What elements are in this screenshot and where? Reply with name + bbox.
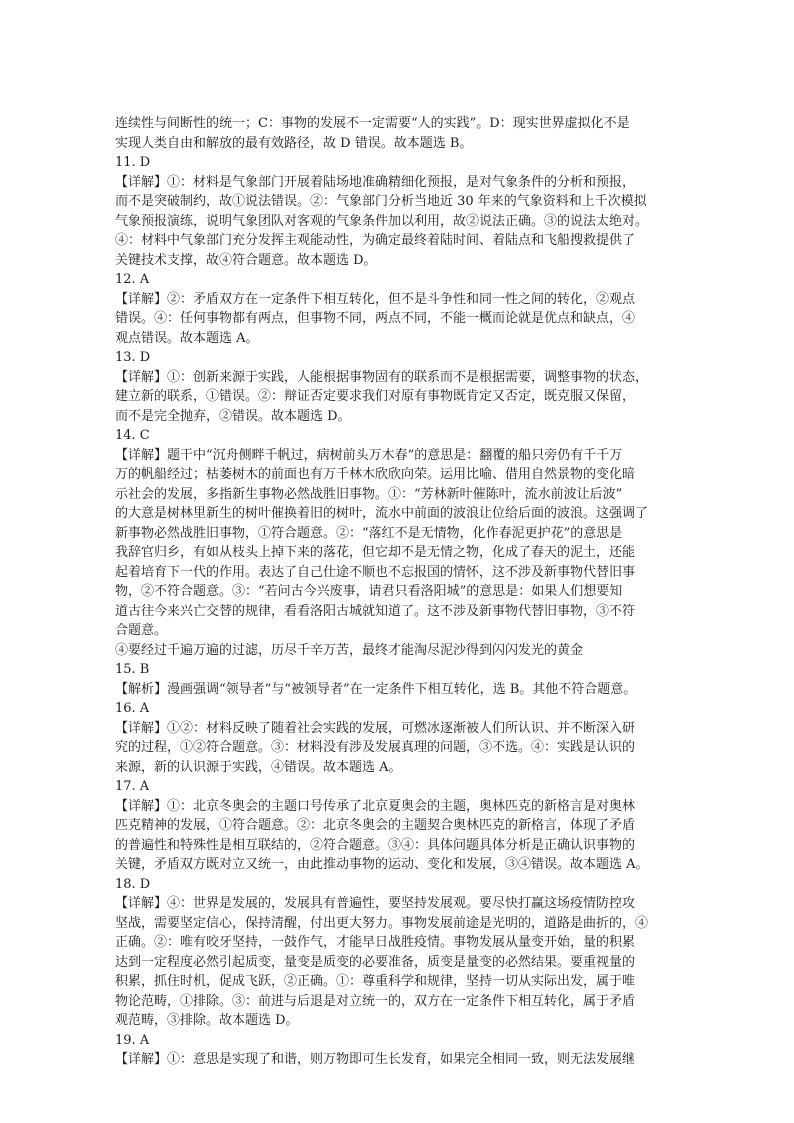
- text-line: 而不是突破制约，故①说法错误。②：气象部门分析当地近 30 年来的气象资料和上千次模拟: [115, 194, 647, 209]
- answer-number-line: 19. A: [115, 1032, 150, 1048]
- text-line: 物论范畴，①排除。③：前进与后退是对立统一的，双方在一定条件下相互转化，属于矛盾: [115, 993, 636, 1009]
- text-line: 我辞官归乡，有如从枝头上掉下来的落花，但它却不是无情之物，化成了春天的泥土，还能: [115, 545, 636, 560]
- text-line: ④要经过千遍万遍的过滤，历尽千辛万苦，最终才能淘尽泥沙得到闪闪发光的黄金: [115, 642, 584, 658]
- answer-number-line: 11. D: [115, 155, 151, 170]
- text-line: 的普遍性和特殊性是相互联结的，②符合题意。③④：具体问题具体分析是正确认识事物的: [115, 837, 636, 853]
- text-line: 关键，矛盾双方既对立又统一，由此推动事物的运动、变化和发展，③④错误。故本题选 A。: [115, 857, 649, 872]
- text-line: 来源，新的认识源于实践，④错误。故本题选 A。: [115, 759, 402, 775]
- text-line: 道古往今来兴亡交替的规律，看看洛阳古城就知道了。这不涉及新事物代替旧事物，③不符: [115, 603, 636, 619]
- text-line: 【详解】①②：材料反映了随着社会实践的发展，可燃冰逐渐被人们所认识、并不断深入研: [115, 720, 636, 736]
- text-line: 建立新的联系，①错误。②：辩证否定要求我们对原有事物既肯定又否定，既克服又保留，: [115, 389, 636, 404]
- text-line: 的大意是树林里新生的树叶催换着旧的树叶，流水中前面的波浪让位给后面的波浪。这强调了: [115, 506, 649, 521]
- text-line: 【详解】题干中“沉舟侧畔千帆过，病树前头万木春”的意思是：翻覆的船只旁仍有千千万: [115, 447, 623, 463]
- text-line: 气象预报演练，说明气象团队对客观的气象条件加以利用，故②说法正确。③的说法太绝对。: [115, 213, 649, 229]
- text-line: 积累，抓住时机，促成飞跃，②正确。①：尊重科学和规律，坚持一切从实际出发，属于唯: [115, 974, 636, 989]
- answer-number-line: 14. C: [115, 428, 150, 443]
- answer-number-line: 15. B: [115, 662, 150, 677]
- answer-number-line: 16. A: [115, 701, 150, 716]
- text-line: 正确。②：唯有咬牙坚持，一鼓作气，才能早日战胜疫情。事物发展从量变开始，量的积累: [115, 935, 636, 950]
- text-line: 坚战，需要坚定信心，保持清醒，付出更大努力。事物发展前途是光明的，道路是曲折的，④: [115, 915, 649, 931]
- text-line: 究的过程，①②符合题意。③：材料没有涉及发展真理的问题，③不选。④：实践是认识的: [115, 740, 636, 755]
- text-line: 新事物必然战胜旧事物，①符合题意。②：“落红不是无情物，化作春泥更护花”的意思是: [115, 525, 623, 541]
- text-line: 【详解】①：意思是实现了和谐，则万物即可生长发育，如果完全相同一致，则无法发展继: [115, 1052, 636, 1067]
- text-line: 连续性与间断性的统一；C：事物的发展不一定需要“人的实践”。D：现实世界虚拟化不是: [115, 116, 630, 131]
- text-line: 万的帆船经过；枯萎树木的前面也有万千林木欣欣向荣。运用比喻、借用自然景物的变化暗: [115, 467, 636, 482]
- answer-number-line: 17. A: [115, 779, 150, 794]
- text-line: 物，②不符合题意。③：“若问古今兴废事，请君只看洛阳城”的意思是：如果人们想要知: [115, 584, 623, 599]
- text-line: 【详解】①：材料是气象部门开展着陆场地准确精细化预报，是对气象条件的分析和预报，: [115, 174, 636, 190]
- text-line: 【详解】①：创新来源于实践，人能根据事物固有的联系而不是根据需要，调整事物的状态，: [115, 369, 649, 385]
- answer-number-line: 12. A: [115, 272, 150, 287]
- text-line: 观点错误。故本题选 A。: [115, 330, 259, 346]
- text-line: 实现人类自由和解放的最有效路径，故 D 错误。故本题选 B。: [115, 135, 473, 151]
- text-line: 而不是完全抛弃，②错误。故本题选 D。: [115, 408, 351, 424]
- answer-number-line: 18. D: [115, 876, 151, 892]
- text-line: 关键技术支撑，故④符合题意。故本题选 D。: [115, 252, 377, 268]
- text-line: 【详解】②：矛盾双方在一定条件下相互转化，但不是斗争性和同一性之间的转化，②观点: [115, 291, 636, 307]
- text-line: 【解析】漫画强调“领导者”与“被领导者”在一定条件下相互转化，选 B。其他不符合题意。: [115, 681, 637, 697]
- text-line: 错误。④：任何事物都有两点，但事物不同，两点不同，不能一概而论就是优点和缺点，④: [115, 311, 636, 326]
- document-page: [115, 114, 687, 1070]
- text-line: 【详解】④：世界是发展的，发展具有普遍性，要坚持发展观。要尽快打赢这场疫情防控攻: [115, 896, 636, 911]
- text-line: 示社会的发展，多指新生事物必然战胜旧事物。①：“芳林新叶催陈叶，流水前波让后波”: [115, 486, 623, 502]
- text-line: 起着培育下一代的作用。表达了自己仕途不顺也不忘报国的情怀，这不涉及新事物代替旧事: [115, 564, 636, 580]
- text-line: 匹克精神的发展，①符合题意。②：北京冬奥会的主题契合奥林匹克的新格言，体现了矛盾: [115, 818, 636, 833]
- answer-number-line: 13. D: [115, 350, 151, 365]
- text-line: 达到一定程度必然引起质变，量变是质变的必要准备，质变是量变的必然结果。要重视量的: [115, 954, 636, 970]
- text-line: 【详解】①：北京冬奥会的主题口号传承了北京夏奥会的主题，奥林匹克的新格言是对奥林: [115, 798, 636, 814]
- text-line: ④：材料中气象部门充分发挥主观能动性，为确定最终着陆时间、着陆点和飞船搜救提供了: [115, 233, 636, 248]
- text-line: 观范畴，③排除。故本题选 D。: [115, 1013, 299, 1028]
- text-line: 合题意。: [115, 623, 168, 638]
